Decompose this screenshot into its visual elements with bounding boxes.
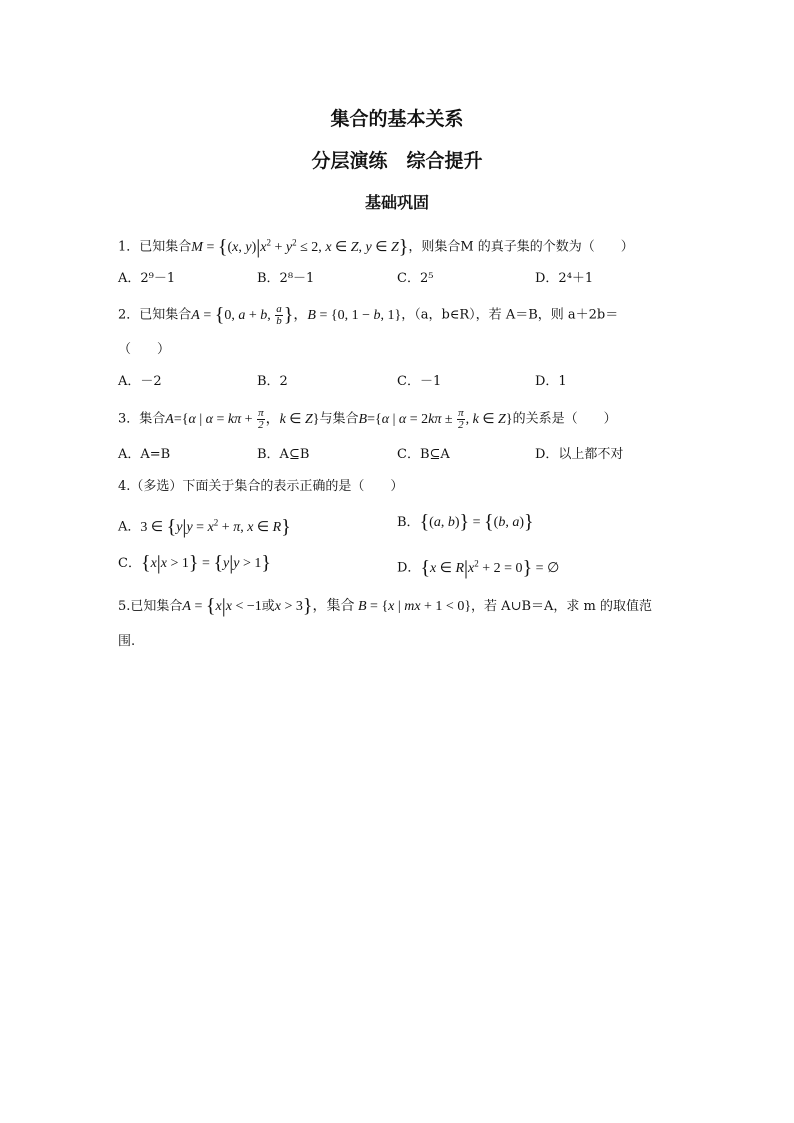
option-label: A．	[118, 519, 141, 535]
question-3-option-b: B．A⊆B	[257, 447, 310, 462]
question-2-continuation: （ ）	[118, 342, 171, 357]
question-text: ，（a，b∈R），若 A＝B，则 a＋2b＝	[401, 307, 619, 323]
math-expression: {x|x > 1} = {y|y > 1}	[140, 552, 272, 574]
question-text: 5.已知集合	[118, 599, 183, 614]
math-expression: {(a, b)} = {(b, a)}	[419, 511, 534, 533]
question-text: 已知集合	[139, 307, 192, 323]
question-4-option-b	[397, 512, 534, 533]
option-label: D．	[397, 560, 421, 576]
page-title: 集合的基本关系	[330, 108, 464, 130]
question-4-option-d	[397, 553, 559, 579]
question-3-option-c: C．B⊆A	[397, 447, 450, 462]
question-2-option-a: A．－2	[118, 374, 162, 389]
question-4-option-a	[118, 512, 291, 538]
question-2-stem	[118, 304, 618, 327]
question-3-option-d: D．以上都不对	[535, 447, 624, 462]
question-1-option-d: D．2⁴＋1	[535, 271, 594, 286]
question-3-stem	[118, 408, 617, 431]
option-label: B．	[397, 515, 420, 530]
question-3-option-a: A．A=B	[118, 447, 171, 462]
question-2-option-d: D．1	[535, 374, 567, 389]
question-text: 已知集合	[139, 239, 192, 255]
question-1-option-c: C．2⁵	[397, 271, 434, 286]
section-heading: 基础巩固	[364, 193, 429, 212]
math-expression: M = {(x, $y)|x^2 + y^2 \le 2$, x ∈ Z, y ∈ Z}	[191, 235, 409, 258]
math-expression: {x ∈ $R|x^2 + 2 = 0$} = ∅	[420, 556, 560, 579]
question-text: 集合	[139, 411, 166, 427]
question-4-option-c	[118, 553, 271, 574]
option-label: C．	[118, 556, 141, 571]
page-subtitle: 分层演练 综合提升	[311, 150, 483, 172]
question-5-continuation: 围.	[118, 634, 136, 649]
question-text: 的关系是（ ）	[512, 411, 617, 427]
question-number: 1．	[118, 239, 140, 255]
question-number: 3．	[118, 411, 140, 427]
question-1-option-b: B．2⁸－1	[257, 271, 315, 286]
math-expression: A = {0, a + b, $\frac{a}{b}$ }，B = {0, 1 − b, 1}	[191, 303, 402, 327]
math-expression: 3 ∈ {$y|y = x^2 + \pi$, x ∈ R}	[140, 515, 291, 538]
question-1-option-a: A．2⁹－1	[118, 271, 176, 286]
question-text: 与集合	[319, 411, 359, 427]
question-2-option-b: B．2	[257, 374, 288, 389]
math-expression: B={α | α = 2kπ ± $\frac{\pi}{2}$ , k ∈ Z}	[358, 407, 513, 431]
question-5-stem	[118, 596, 652, 617]
question-1-stem	[118, 232, 634, 258]
question-2-option-c: C．－1	[397, 374, 442, 389]
question-text: ，若 A∪B＝A，求 m 的取值范	[471, 599, 652, 614]
question-number: 2．	[118, 307, 140, 323]
question-4-stem: 4.（多选）下面关于集合的表示正确的是（ ）	[118, 479, 404, 494]
math-expression: A = {x|x < −1或x > 3}，集合 B = {x | mx + 1 < 0}	[182, 595, 472, 617]
question-text: ，则集合M 的真子集的个数为（ ）	[408, 239, 634, 255]
math-expression: A={α | α = kπ + $\frac{\pi}{2}$ ，k ∈ Z}	[165, 407, 320, 431]
